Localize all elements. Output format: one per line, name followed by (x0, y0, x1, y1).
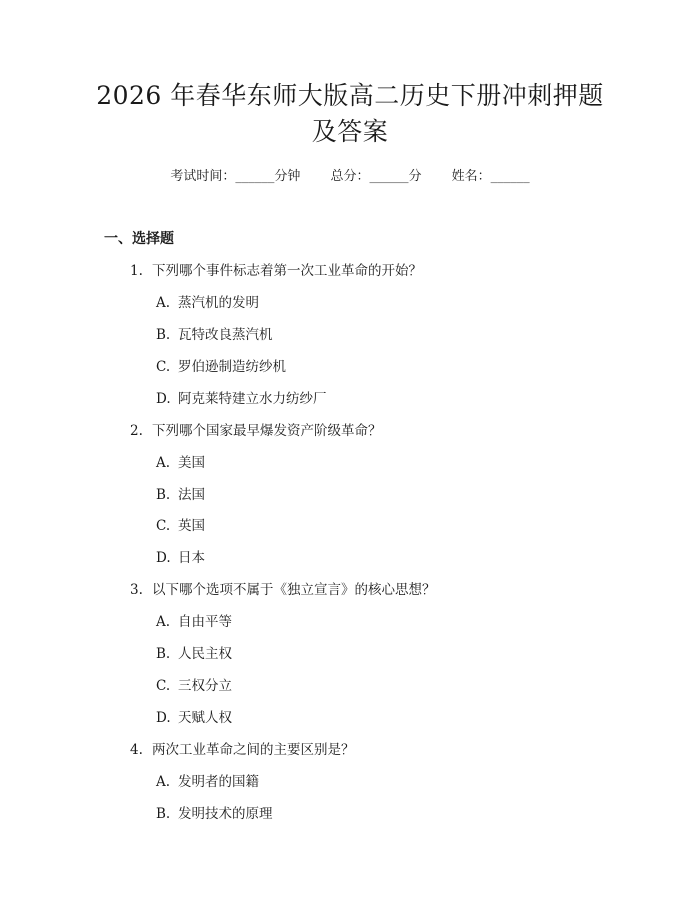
question-3-option-d (156, 709, 232, 727)
total-score-field: 总分：______分 (330, 169, 422, 184)
option-letter: C. (156, 678, 171, 694)
question-text: 下列哪个事件标志着第一次工业革命的开始？ (152, 263, 422, 279)
option-text: 自由平等 (178, 614, 232, 630)
question-text: 以下哪个选项不属于《独立宣言》的核心思想？ (152, 582, 436, 598)
option-text: 三权分立 (178, 678, 232, 694)
title-line-2: 及答案 (311, 117, 389, 146)
option-letter: B. (156, 327, 171, 343)
option-text: 发明者的国籍 (178, 774, 259, 790)
option-letter: A. (156, 614, 171, 630)
option-letter: A. (156, 455, 171, 471)
title-line-1: 2026 年春华东师大版高二历史下册冲刺押题 (96, 81, 604, 110)
option-text: 天赋人权 (178, 710, 232, 726)
question-1-option-c (156, 358, 286, 376)
option-text: 罗伯逊制造纺纱机 (178, 359, 286, 375)
question-2-option-d (156, 549, 205, 567)
option-letter: B. (156, 806, 171, 822)
question-number: 1. (130, 263, 143, 279)
option-letter: A. (156, 295, 171, 311)
question-3 (130, 581, 436, 599)
question-number: 3. (130, 582, 143, 598)
question-1-option-b (156, 326, 273, 344)
question-1-option-a (156, 294, 259, 312)
option-text: 美国 (178, 455, 205, 471)
option-letter: D. (156, 710, 171, 726)
option-letter: D. (156, 391, 171, 407)
option-letter: A. (156, 774, 171, 790)
section-heading: 一、选择题 (104, 231, 174, 247)
option-text: 日本 (178, 550, 205, 566)
question-4 (130, 741, 355, 759)
question-2-option-c (156, 517, 205, 535)
option-letter: C. (156, 518, 171, 534)
question-2-option-b (156, 486, 205, 504)
option-letter: C. (156, 359, 171, 375)
question-1 (130, 262, 422, 280)
question-4-option-a (156, 773, 259, 791)
option-text: 人民主权 (178, 646, 232, 662)
option-text: 瓦特改良蒸汽机 (178, 327, 273, 343)
option-letter: B. (156, 487, 171, 503)
option-letter: D. (156, 550, 171, 566)
option-text: 发明技术的原理 (178, 806, 273, 822)
option-text: 法国 (178, 487, 205, 503)
exam-info (0, 168, 700, 186)
option-text: 阿克莱特建立水力纺纱厂 (178, 391, 327, 407)
name-field: 姓名：______ (451, 169, 530, 184)
question-2 (130, 422, 382, 440)
option-letter: B. (156, 646, 171, 662)
option-text: 蒸汽机的发明 (178, 295, 259, 311)
question-number: 4. (130, 742, 143, 758)
question-text: 下列哪个国家最早爆发资产阶级革命？ (152, 423, 382, 439)
question-4-option-b (156, 805, 273, 823)
question-3-option-b (156, 645, 232, 663)
question-number: 2. (130, 423, 143, 439)
option-text: 英国 (178, 518, 205, 534)
question-1-option-d (156, 390, 327, 408)
document-title (90, 78, 610, 150)
question-3-option-a (156, 613, 232, 631)
question-3-option-c (156, 677, 232, 695)
question-text: 两次工业革命之间的主要区别是？ (152, 742, 355, 758)
exam-time-field: 考试时间：______分钟 (170, 169, 301, 184)
question-2-option-a (156, 454, 205, 472)
